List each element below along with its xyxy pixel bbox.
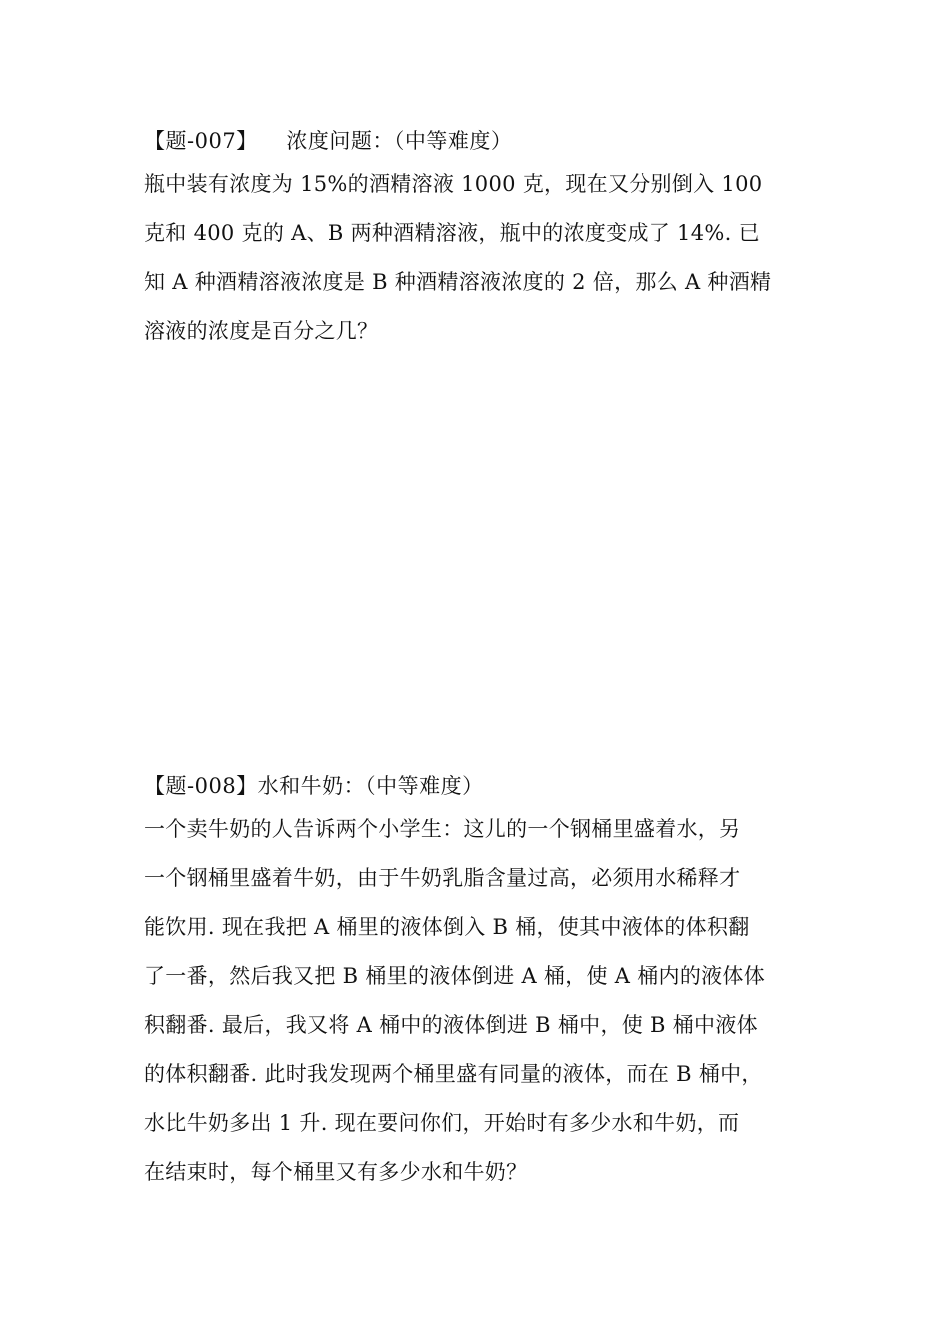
problem-text-line: 一个卖牛奶的人告诉两个小学生：这儿的一个钢桶里盛着水，另 bbox=[144, 817, 741, 841]
problem-heading: 【题-007】 浓度问题：（中等难度） bbox=[144, 129, 513, 153]
problem-text-line: 能饮用. 现在我把 A 桶里的液体倒入 B 桶，使其中液体的体积翻 bbox=[144, 915, 750, 939]
problem-text-line: 水比牛奶多出 1 升. 现在要问你们，开始时有多少水和牛奶，而 bbox=[144, 1111, 740, 1135]
problem-text-line: 知 A 种酒精溶液浓度是 B 种酒精溶液浓度的 2 倍，那么 A 种酒精 bbox=[144, 270, 772, 294]
problem-text-line: 瓶中装有浓度为 15%的酒精溶液 1000 克，现在又分别倒入 100 bbox=[144, 172, 763, 196]
problem-text-line: 溶液的浓度是百分之几？ bbox=[144, 319, 379, 343]
problem-text-line: 克和 400 克的 A、B 两种酒精溶液，瓶中的浓度变成了 14%. 已 bbox=[144, 221, 760, 245]
problem-text-line: 了一番，然后我又把 B 桶里的液体倒进 A 桶，使 A 桶内的液体体 bbox=[144, 964, 766, 988]
problem-heading: 【题-008】水和牛奶：（中等难度） bbox=[144, 774, 484, 798]
problem-text-line: 积翻番. 最后，我又将 A 桶中的液体倒进 B 桶中，使 B 桶中液体 bbox=[144, 1013, 758, 1037]
problem-text-line: 的体积翻番. 此时我发现两个桶里盛有同量的液体，而在 B 桶中， bbox=[144, 1062, 763, 1086]
problem-text-line: 一个钢桶里盛着牛奶，由于牛奶乳脂含量过高，必须用水稀释才 bbox=[144, 866, 741, 890]
problem-008 bbox=[144, 767, 808, 1197]
problem-007 bbox=[144, 122, 808, 356]
problem-text-line: 在结束时，每个桶里又有多少水和牛奶？ bbox=[144, 1160, 528, 1184]
